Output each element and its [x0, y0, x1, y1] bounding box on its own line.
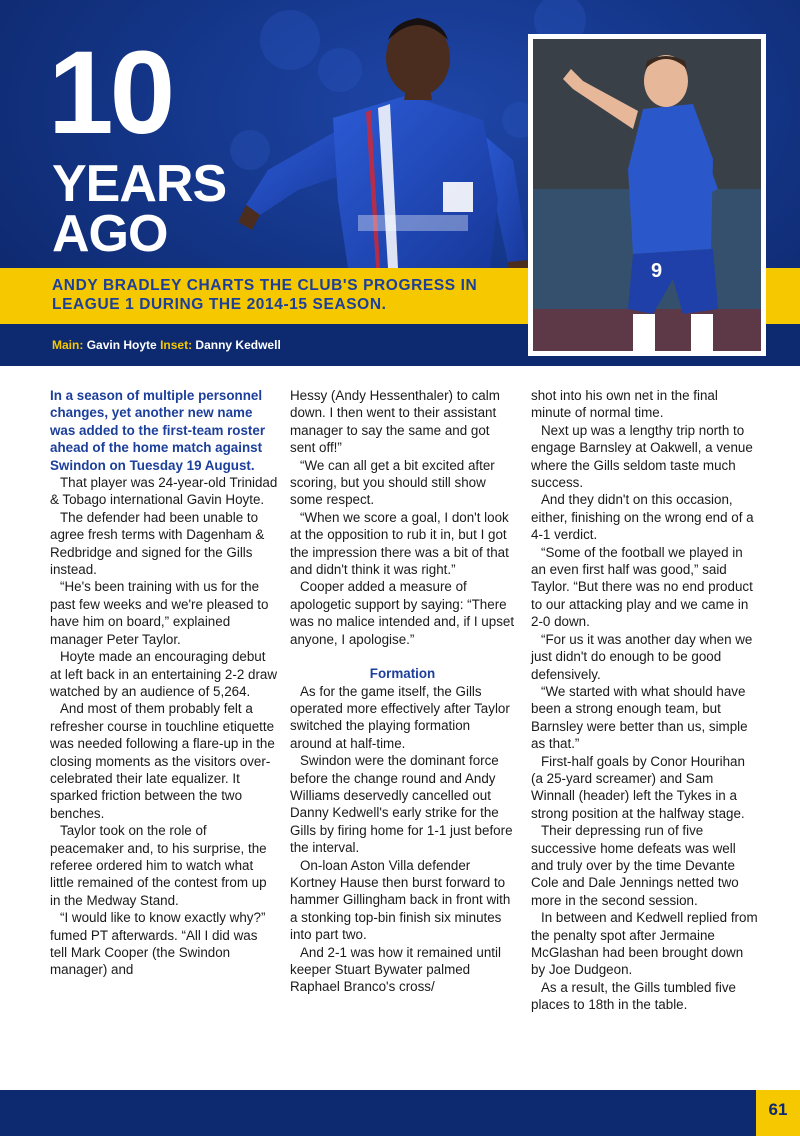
- caption-inset-label: Inset:: [160, 338, 193, 352]
- article-column-2: [290, 387, 515, 996]
- paragraph: And most of them probably felt a refresher course in touchline etiquette was needed following a flare-up in the closing moments as the visitors over-celebrated their late equalizer. It sparked friction between the two benches.: [50, 701, 275, 821]
- footer-bar: [0, 1090, 800, 1136]
- paragraph: “When we score a goal, I don't look at the opposition to rub it in, but I got the impression there was a bit of that and didn't think it was right.”: [290, 509, 509, 578]
- paragraph: Cooper added a measure of apologetic support by saying: “There was no malice intended and, if I upset anyone, I apologise.”: [290, 579, 515, 647]
- page-number: 61: [768, 1100, 788, 1119]
- paragraph: “I would like to know exactly why?” fumed PT afterwards. “All I did was tell Mark Cooper (the Swindon manager) and: [50, 910, 266, 978]
- caption-inset-name: Danny Kedwell: [195, 338, 281, 352]
- strapline: ANDY BRADLEY CHARTS THE CLUB'S PROGRESS IN LEAGUE 1 DURING THE 2014-15 SEASON.: [52, 277, 478, 313]
- caption-main-label: Main:: [52, 338, 84, 352]
- paragraph: And they didn't on this occasion, either, finishing on the wrong end of a 4-1 verdict.: [531, 492, 754, 543]
- svg-text:9: 9: [651, 260, 663, 282]
- paragraph: The defender had been unable to agree fresh terms with Dagenham & Redbridge and signed for the Gills instead.: [50, 509, 265, 578]
- inset-player-illustration: [533, 39, 761, 351]
- headline-years: YEARS: [52, 155, 227, 213]
- paragraph: Hessy (Andy Hessenthaler) to calm down. I then went to their assistant manager to say the same and got sent off!”: [290, 388, 500, 456]
- paragraph: On-loan Aston Villa defender Kortney Hause then burst forward to hammer Gillingham back in front with a stonking top-bin finish six minutes into part two.: [290, 857, 511, 943]
- paragraph: shot into his own net in the final minute of normal time.: [531, 388, 718, 421]
- paragraph: Swindon were the dominant force before the change round and Andy Williams deservedly cancelled out Danny Kedwell's early strike for the Gills by firing home for 1-1 just before the interval.: [290, 753, 513, 856]
- article-column-3: [531, 387, 759, 1014]
- paragraph: Their depressing run of five successive home defeats was well and truly over by the time Devante Cole and Dale Jennings netted two more in the second session.: [531, 823, 739, 908]
- paragraph: “Some of the football we played in an even first half was good,” said Taylor. “But there was no end product to our attacking play and we came in 2-0 down.: [531, 544, 753, 630]
- caption-main-name: Gavin Hoyte: [86, 338, 157, 352]
- paragraph: That player was 24-year-old Trinidad & Tobago international Gavin Hoyte.: [50, 475, 278, 508]
- paragraph: In between and Kedwell replied from the penalty spot after Jermaine McGlashan had been brought down by Joe Dudgeon.: [531, 910, 758, 978]
- paragraph: “We can all get a bit excited after scoring, but you should still show some respect.: [290, 457, 495, 508]
- article-column-1: [50, 387, 278, 979]
- hero-banner: [0, 0, 800, 366]
- paragraph: As a result, the Gills tumbled five places to 18th in the table.: [531, 979, 736, 1013]
- paragraph: First-half goals by Conor Hourihan (a 25-yard screamer) and Sam Winnall (header) left the Tykes in a strong position at the halfway stage.: [531, 753, 745, 821]
- headline-number: 10: [48, 27, 172, 159]
- paragraph: “For us it was another day when we just didn't do enough to be good defensively.: [531, 631, 753, 682]
- article-intro: In a season of multiple personnel changes, yet another new name was added to the first-team roster ahead of the home match against Swindon on Tuesday 19 August.: [50, 388, 266, 473]
- photo-caption: [52, 338, 281, 352]
- paragraph: Taylor took on the role of peacemaker and, to his surprise, the referee ordered him to watch what little remained of the contest from up in the Medway Stand.: [50, 823, 267, 908]
- section-subhead: Formation: [369, 666, 436, 682]
- paragraph: Hoyte made an encouraging debut at left back in an entertaining 2-2 draw watched by an audience of 5,264.: [50, 649, 278, 699]
- paragraph: “We started with what should have been a strong enough team, but Barnsley were better than us, simple as that.”: [531, 683, 748, 752]
- paragraph: Next up was a lengthy trip north to engage Barnsley at Oakwell, a venue where the Gills seldom taste much success.: [531, 422, 753, 491]
- paragraph: As for the game itself, the Gills operated more effectively after Taylor switched the playing formation around at half-time.: [290, 683, 510, 751]
- headline-ago: AGO: [52, 205, 168, 263]
- paragraph: “He's been training with us for the past few weeks and we're pleased to have him on board,” explained manager Peter Taylor.: [50, 579, 269, 647]
- paragraph: And 2-1 was how it remained until keeper Stuart Bywater palmed Raphael Branco's cross/: [290, 944, 501, 995]
- inset-photo: [528, 34, 766, 356]
